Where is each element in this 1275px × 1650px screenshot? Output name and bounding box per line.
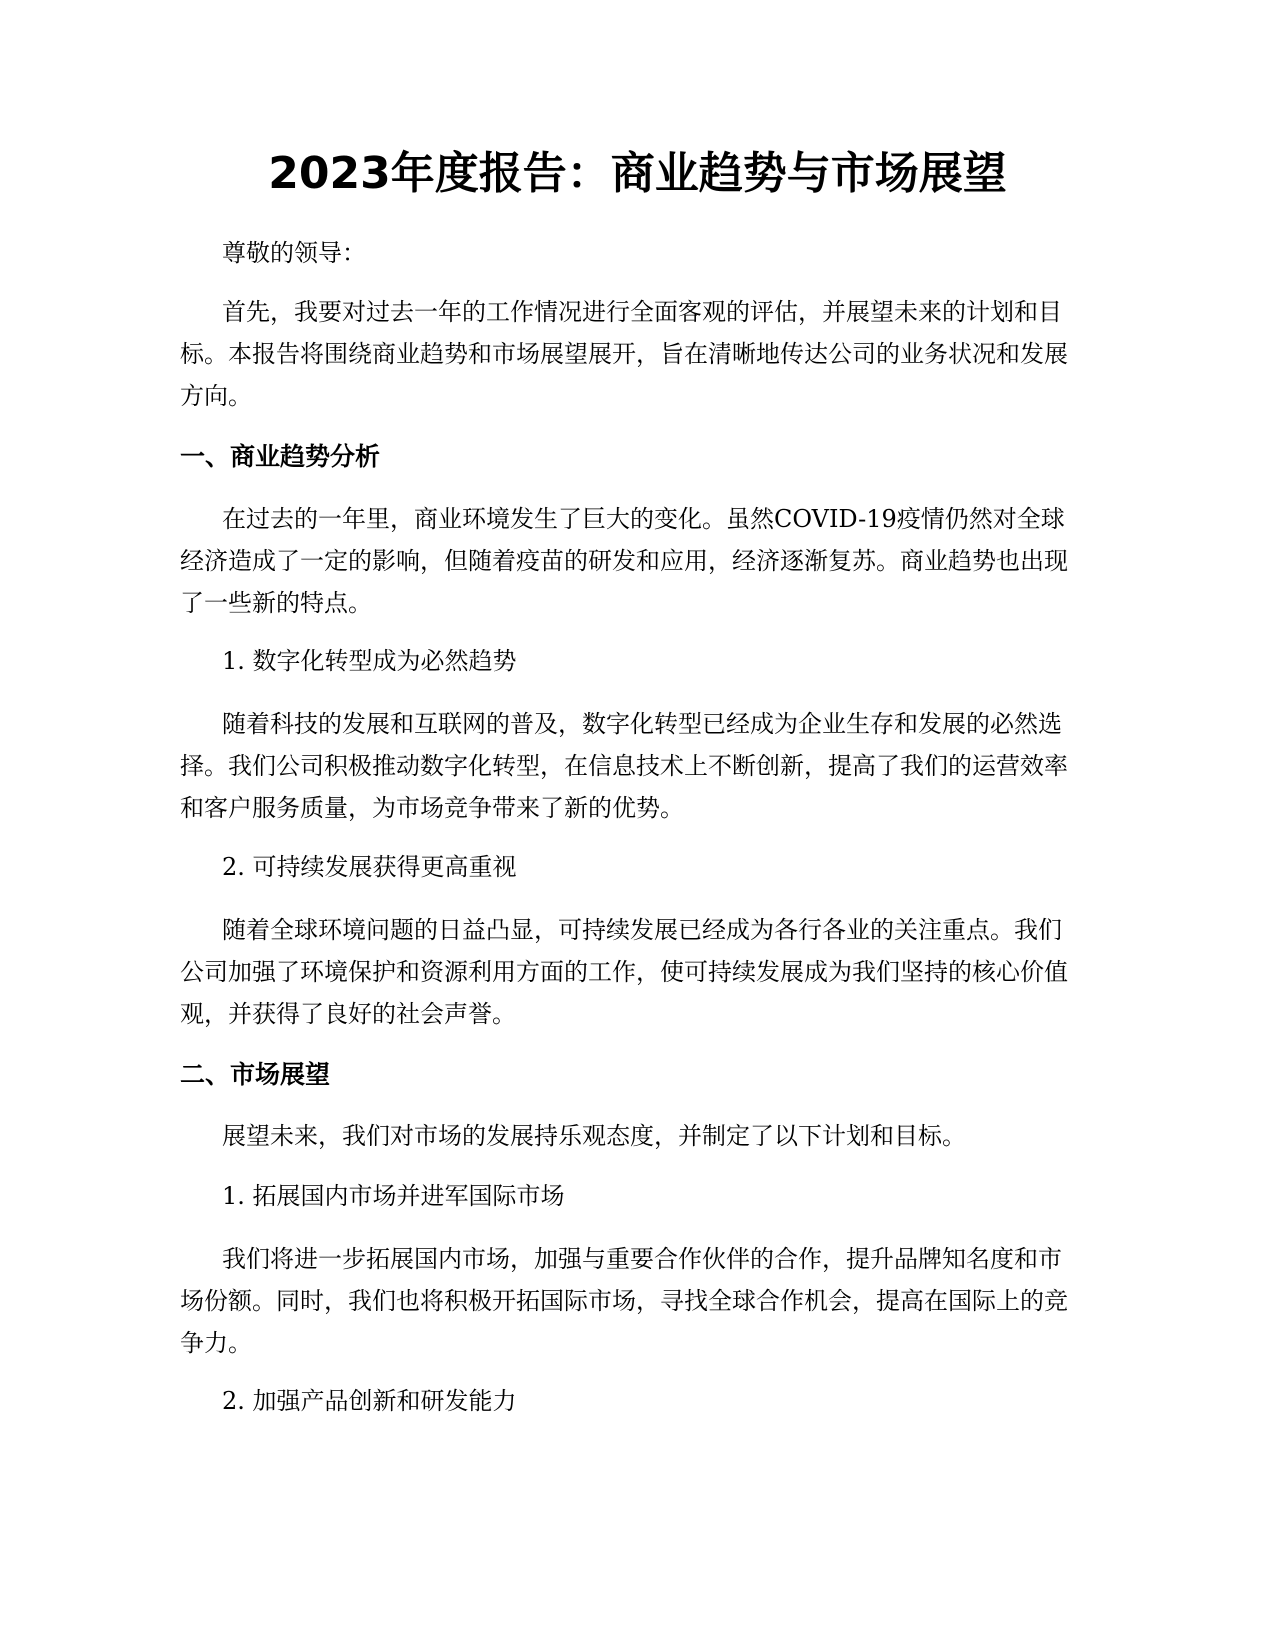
section1-item2-body: 随着全球环境问题的日益凸显，可持续发展已经成为各行各业的关注重点。我们公司加强了环境保护和资源利用方面的工作，使可持续发展成为我们坚持的核心价值观，并获得了良好的社会声誉。 — [180, 916, 1068, 1028]
salutation: 尊敬的领导： — [222, 239, 366, 267]
section1-item1-title: 1. 数字化转型成为必然趋势 — [222, 647, 517, 675]
intro-paragraph: 首先，我要对过去一年的工作情况进行全面客观的评估，并展望未来的计划和目标。本报告将围绕商业趋势和市场展望展开，旨在清晰地传达公司的业务状况和发展方向。 — [180, 298, 1068, 410]
section-heading-business-trends: 一、商业趋势分析 — [180, 442, 381, 471]
section2-intro-paragraph: 展望未来，我们对市场的发展持乐观态度，并制定了以下计划和目标。 — [222, 1122, 966, 1150]
section1-intro-paragraph: 在过去的一年里，商业环境发生了巨大的变化。虽然COVID-19疫情仍然对全球经济造成了一定的影响，但随着疫苗的研发和应用，经济逐渐复苏。商业趋势也出现了一些新的特点。 — [180, 505, 1068, 617]
document-title: 2023年度报告：商业趋势与市场展望 — [268, 148, 1007, 199]
section2-item1-title: 1. 拓展国内市场并进军国际市场 — [222, 1182, 565, 1210]
section-heading-market-outlook: 二、市场展望 — [180, 1060, 331, 1089]
section2-item1-body: 我们将进一步拓展国内市场，加强与重要合作伙伴的合作，提升品牌知名度和市场份额。同时，我们也将积极开拓国际市场，寻找全球合作机会，提高在国际上的竞争力。 — [180, 1245, 1068, 1357]
section1-item1-body: 随着科技的发展和互联网的普及，数字化转型已经成为企业生存和发展的必然选择。我们公司积极推动数字化转型，在信息技术上不断创新，提高了我们的运营效率和客户服务质量，为市场竞争带来了新的优势。 — [180, 710, 1068, 822]
section2-item2-title: 2. 加强产品创新和研发能力 — [222, 1387, 517, 1415]
section1-item2-title: 2. 可持续发展获得更高重视 — [222, 853, 517, 881]
